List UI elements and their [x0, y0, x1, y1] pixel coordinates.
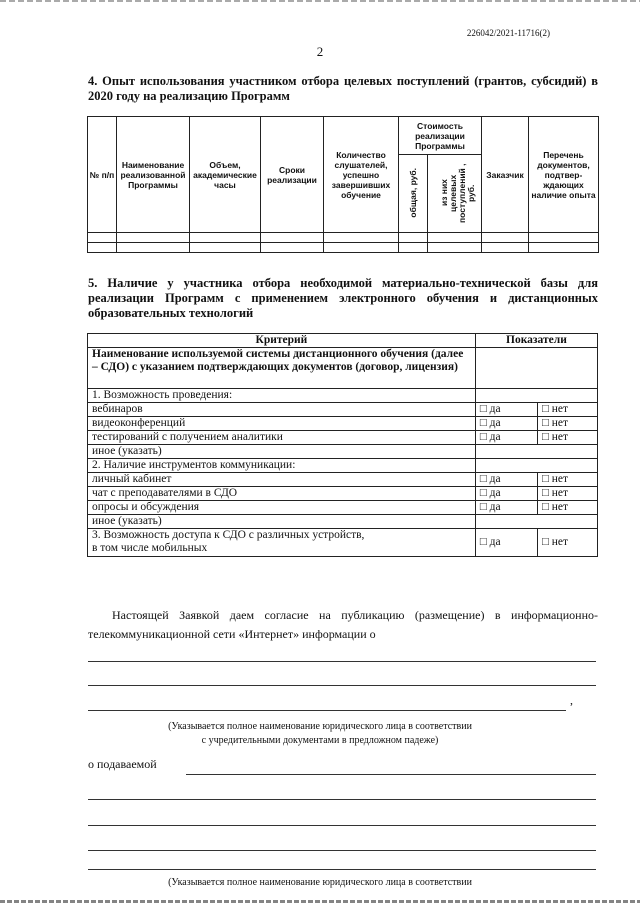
criteria-row [88, 459, 598, 473]
group-blank [475, 459, 597, 473]
criteria-label: 2. Наличие инструментов коммуникации: [88, 459, 476, 473]
no-checkbox[interactable]: □ нет [537, 431, 597, 445]
consent-text: Настоящей Заявкой даем согласие на публикацию (размещение) в информационно-телекоммуникационной сети «Интернет» информации о [88, 608, 598, 641]
table-row [88, 233, 599, 243]
experience-table [87, 116, 599, 253]
criteria-row [88, 473, 598, 487]
submitted-line-3[interactable] [88, 825, 596, 826]
criteria-row [88, 445, 598, 459]
other-value[interactable] [475, 445, 597, 459]
criteria-label: опросы и обсуждения [88, 501, 476, 515]
yes-checkbox[interactable]: □ да [475, 487, 537, 501]
header-cost-total: общая, руб. [407, 167, 418, 218]
header-listeners-count: Количество слушателей, успешно завершивших обучение [324, 117, 399, 233]
comma: , [570, 693, 573, 707]
submitted-label: о подаваемой [88, 757, 157, 771]
criteria-label: 1. Возможность проведения: [88, 389, 476, 403]
org-name-line-2[interactable] [88, 685, 596, 686]
criteria-label: иное (указать) [88, 515, 476, 529]
criteria-label: видеоконференций [88, 417, 476, 431]
submitted-line-5[interactable] [88, 869, 596, 870]
table-row [88, 243, 599, 253]
submitted-line-4[interactable] [88, 850, 596, 851]
header-terms: Сроки реализации [261, 117, 324, 233]
header-program-name: Наименование реализованной Программы [117, 117, 190, 233]
yes-checkbox[interactable]: □ да [475, 403, 537, 417]
access-yes-checkbox[interactable]: □ да [475, 529, 537, 557]
criteria-row [88, 487, 598, 501]
org-name-line-3[interactable] [88, 710, 566, 711]
header-cost: Стоимость реализации Программы [399, 117, 482, 155]
no-checkbox[interactable]: □ нет [537, 501, 597, 515]
criteria-row [88, 515, 598, 529]
header-volume: Объем, академические часы [190, 117, 261, 233]
yes-checkbox[interactable]: □ да [475, 473, 537, 487]
yes-checkbox[interactable]: □ да [475, 417, 537, 431]
access-no-checkbox[interactable]: □ нет [537, 529, 597, 557]
yes-checkbox[interactable]: □ да [475, 501, 537, 515]
scan-bottom-edge [0, 900, 640, 903]
criteria-label: чат с преподавателями в СДО [88, 487, 476, 501]
criteria-row [88, 501, 598, 515]
system-name-value[interactable] [475, 348, 597, 389]
group-blank [475, 389, 597, 403]
header-cost-target: из них целевых поступлений , руб. [438, 162, 476, 223]
technical-base-table [87, 333, 598, 557]
no-checkbox[interactable]: □ нет [537, 473, 597, 487]
submitted-line-1[interactable] [186, 774, 596, 775]
system-name-label: Наименование используемой системы дистанционного обучения (далее – СДО) с указанием подтверждающих документов (договор, лицензия) [88, 348, 476, 389]
criteria-label: иное (указать) [88, 445, 476, 459]
criteria-row [88, 431, 598, 445]
header-num: № п/п [88, 117, 117, 233]
criteria-row [88, 389, 598, 403]
submitted-line-2[interactable] [88, 799, 596, 800]
header-criteria: Критерий [88, 334, 476, 348]
section-5-title: 5. Наличие у участника отбора необходимой материально-технической базы для реализации Программ с применением электронного обучения и дистанционных образовательных технологий [88, 276, 598, 320]
org-name-hint: (Указывается полное наименование юридического лица в соответствии с учредительными документами в предложном падеже) [168, 721, 472, 746]
no-checkbox[interactable]: □ нет [537, 417, 597, 431]
header-indicators: Показатели [475, 334, 597, 348]
page-number: 2 [316, 44, 324, 59]
header-customer: Заказчик [482, 117, 529, 233]
criteria-label: личный кабинет [88, 473, 476, 487]
org-name-hint-2: (Указывается полное наименование юридического лица в соответствии [168, 877, 472, 888]
no-checkbox[interactable]: □ нет [537, 403, 597, 417]
document-number: 226042/2021-11716(2) [466, 28, 550, 38]
header-documents: Перечень документов, подтвер-ждающих наличие опыта [529, 117, 599, 233]
criteria-row [88, 417, 598, 431]
no-checkbox[interactable]: □ нет [537, 487, 597, 501]
org-name-line-1[interactable] [88, 661, 596, 662]
section-4-title: 4. Опыт использования участником отбора целевых поступлений (грантов, субсидий) в 2020 году на реализацию Программ [88, 74, 598, 103]
scan-top-edge [0, 0, 640, 2]
access-devices-label: 3. Возможность доступа к СДО с различных устройств, в том числе мобильных [88, 529, 476, 557]
criteria-row [88, 403, 598, 417]
other-value[interactable] [475, 515, 597, 529]
criteria-label: вебинаров [88, 403, 476, 417]
criteria-label: тестирований с получением аналитики [88, 431, 476, 445]
yes-checkbox[interactable]: □ да [475, 431, 537, 445]
